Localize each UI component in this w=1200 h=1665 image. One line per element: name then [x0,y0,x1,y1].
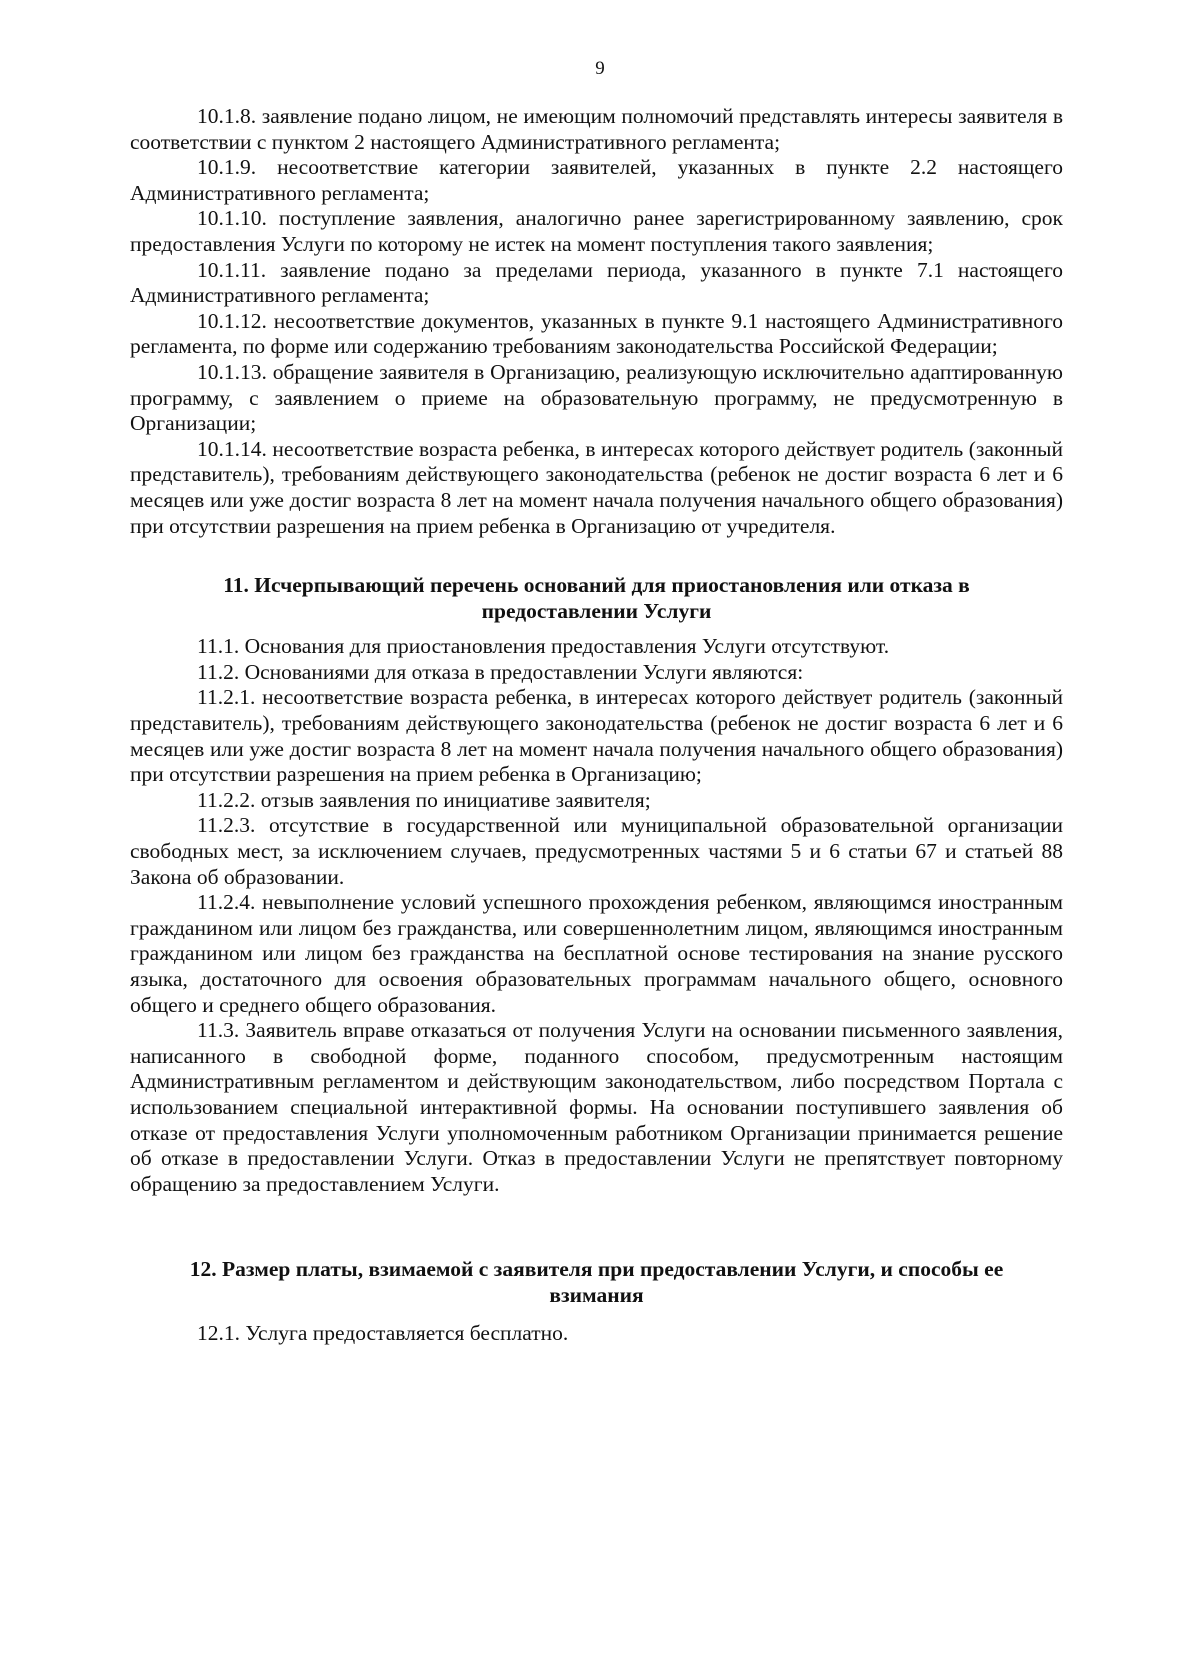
document-body [130,104,1063,1346]
section-11-heading: 11. Исчерпывающий перечень оснований для приостановления или отказа в предоставлении Услуги [223,573,970,623]
paragraph-10-1-14: 10.1.14. несоответствие возраста ребенка, в интересах которого действует родитель (законный представитель), требованиям действующего законодательства (ребенок не достиг возраста 6 лет и 6 месяцев или уже достиг возраста 8 лет на момент начала получения начального общего образования) при отсутствии разрешения на прием ребенка в Организацию от учредителя. [130,436,1063,538]
paragraph-10-1-11: 10.1.11. заявление подано за пределами периода, указанного в пункте 7.1 настоящего Административного регламента; [130,257,1063,308]
page-number: 9 [595,58,605,79]
paragraph-11-3: 11.3. Заявитель вправе отказаться от получения Услуги на основании письменного заявления, написанного в свободной форме, поданного способом, предусмотренным настоящим Административным регламентом и действующим законодательством, либо посредством Портала с использованием специальной интерактивной формы. На основании поступившего заявления об отказе от предоставления Услуги уполномоченным работником Организации принимается решение об отказе в предоставлении Услуги. Отказ в предоставлении Услуги не препятствует повторному обращению за предоставлением Услуги. [130,1018,1063,1196]
paragraph-11-2-3: 11.2.3. отсутствие в государственной или муниципальной образовательной организации свободных мест, за исключением случаев, предусмотренных частями 5 и 6 статьи 67 и статьей 88 Закона об образовании. [130,813,1063,889]
paragraph-11-1: 11.1. Основания для приостановления предоставления Услуги отсутствуют. [197,634,890,659]
section-12-heading: 12. Размер платы, взимаемой с заявителя при предоставлении Услуги, и способы ее взимания [189,1257,1004,1307]
paragraph-10-1-8: 10.1.8. заявление подано лицом, не имеющим полномочий представлять интересы заявителя в соответствии с пунктом 2 настоящего Административного регламента; [130,104,1063,154]
paragraph-12-1: 12.1. Услуга предоставляется бесплатно. [197,1320,569,1345]
paragraph-10-1-10: 10.1.10. поступление заявления, аналогично ранее зарегистрированному заявлению, срок предоставления Услуги по которому не истек на момент поступления такого заявления; [130,206,1063,256]
paragraph-11-2-1: 11.2.1. несоответствие возраста ребенка, в интересах которого действует родитель (законный представитель), требованиям действующего законодательства (ребенок не достиг возраста 6 лет и 6 месяцев или уже достиг возраста 8 лет на момент начала получения начального общего образования) при отсутствии разрешения на прием ребенка в Организацию; [130,685,1063,787]
paragraph-11-2-2: 11.2.2. отзыв заявления по инициативе заявителя; [197,787,651,812]
paragraph-10-1-13: 10.1.13. обращение заявителя в Организацию, реализующую исключительно адаптированную программу, с заявлением о приеме на образовательную программу, не предусмотренную в Организации; [130,359,1063,436]
paragraph-10-1-9: 10.1.9. несоответствие категории заявителей, указанных в пункте 2.2 настоящего Административного регламента; [130,155,1063,205]
paragraph-10-1-12: 10.1.12. несоответствие документов, указанных в пункте 9.1 настоящего Административного регламента, по форме или содержанию требованиям законодательства Российской Федерации; [130,308,1063,359]
paragraph-11-2-4: 11.2.4. невыполнение условий успешного прохождения ребенком, являющимся иностранным гражданином или лицом без гражданства, или совершеннолетним лицом, являющимся иностранным гражданином или лицом без гражданства на бесплатной основе тестирования на знание русского языка, достаточного для освоения образовательных программам начального общего, основного общего и среднего общего образования. [130,890,1063,1017]
paragraph-11-2: 11.2. Основаниями для отказа в предоставлении Услуги являются: [197,659,804,684]
